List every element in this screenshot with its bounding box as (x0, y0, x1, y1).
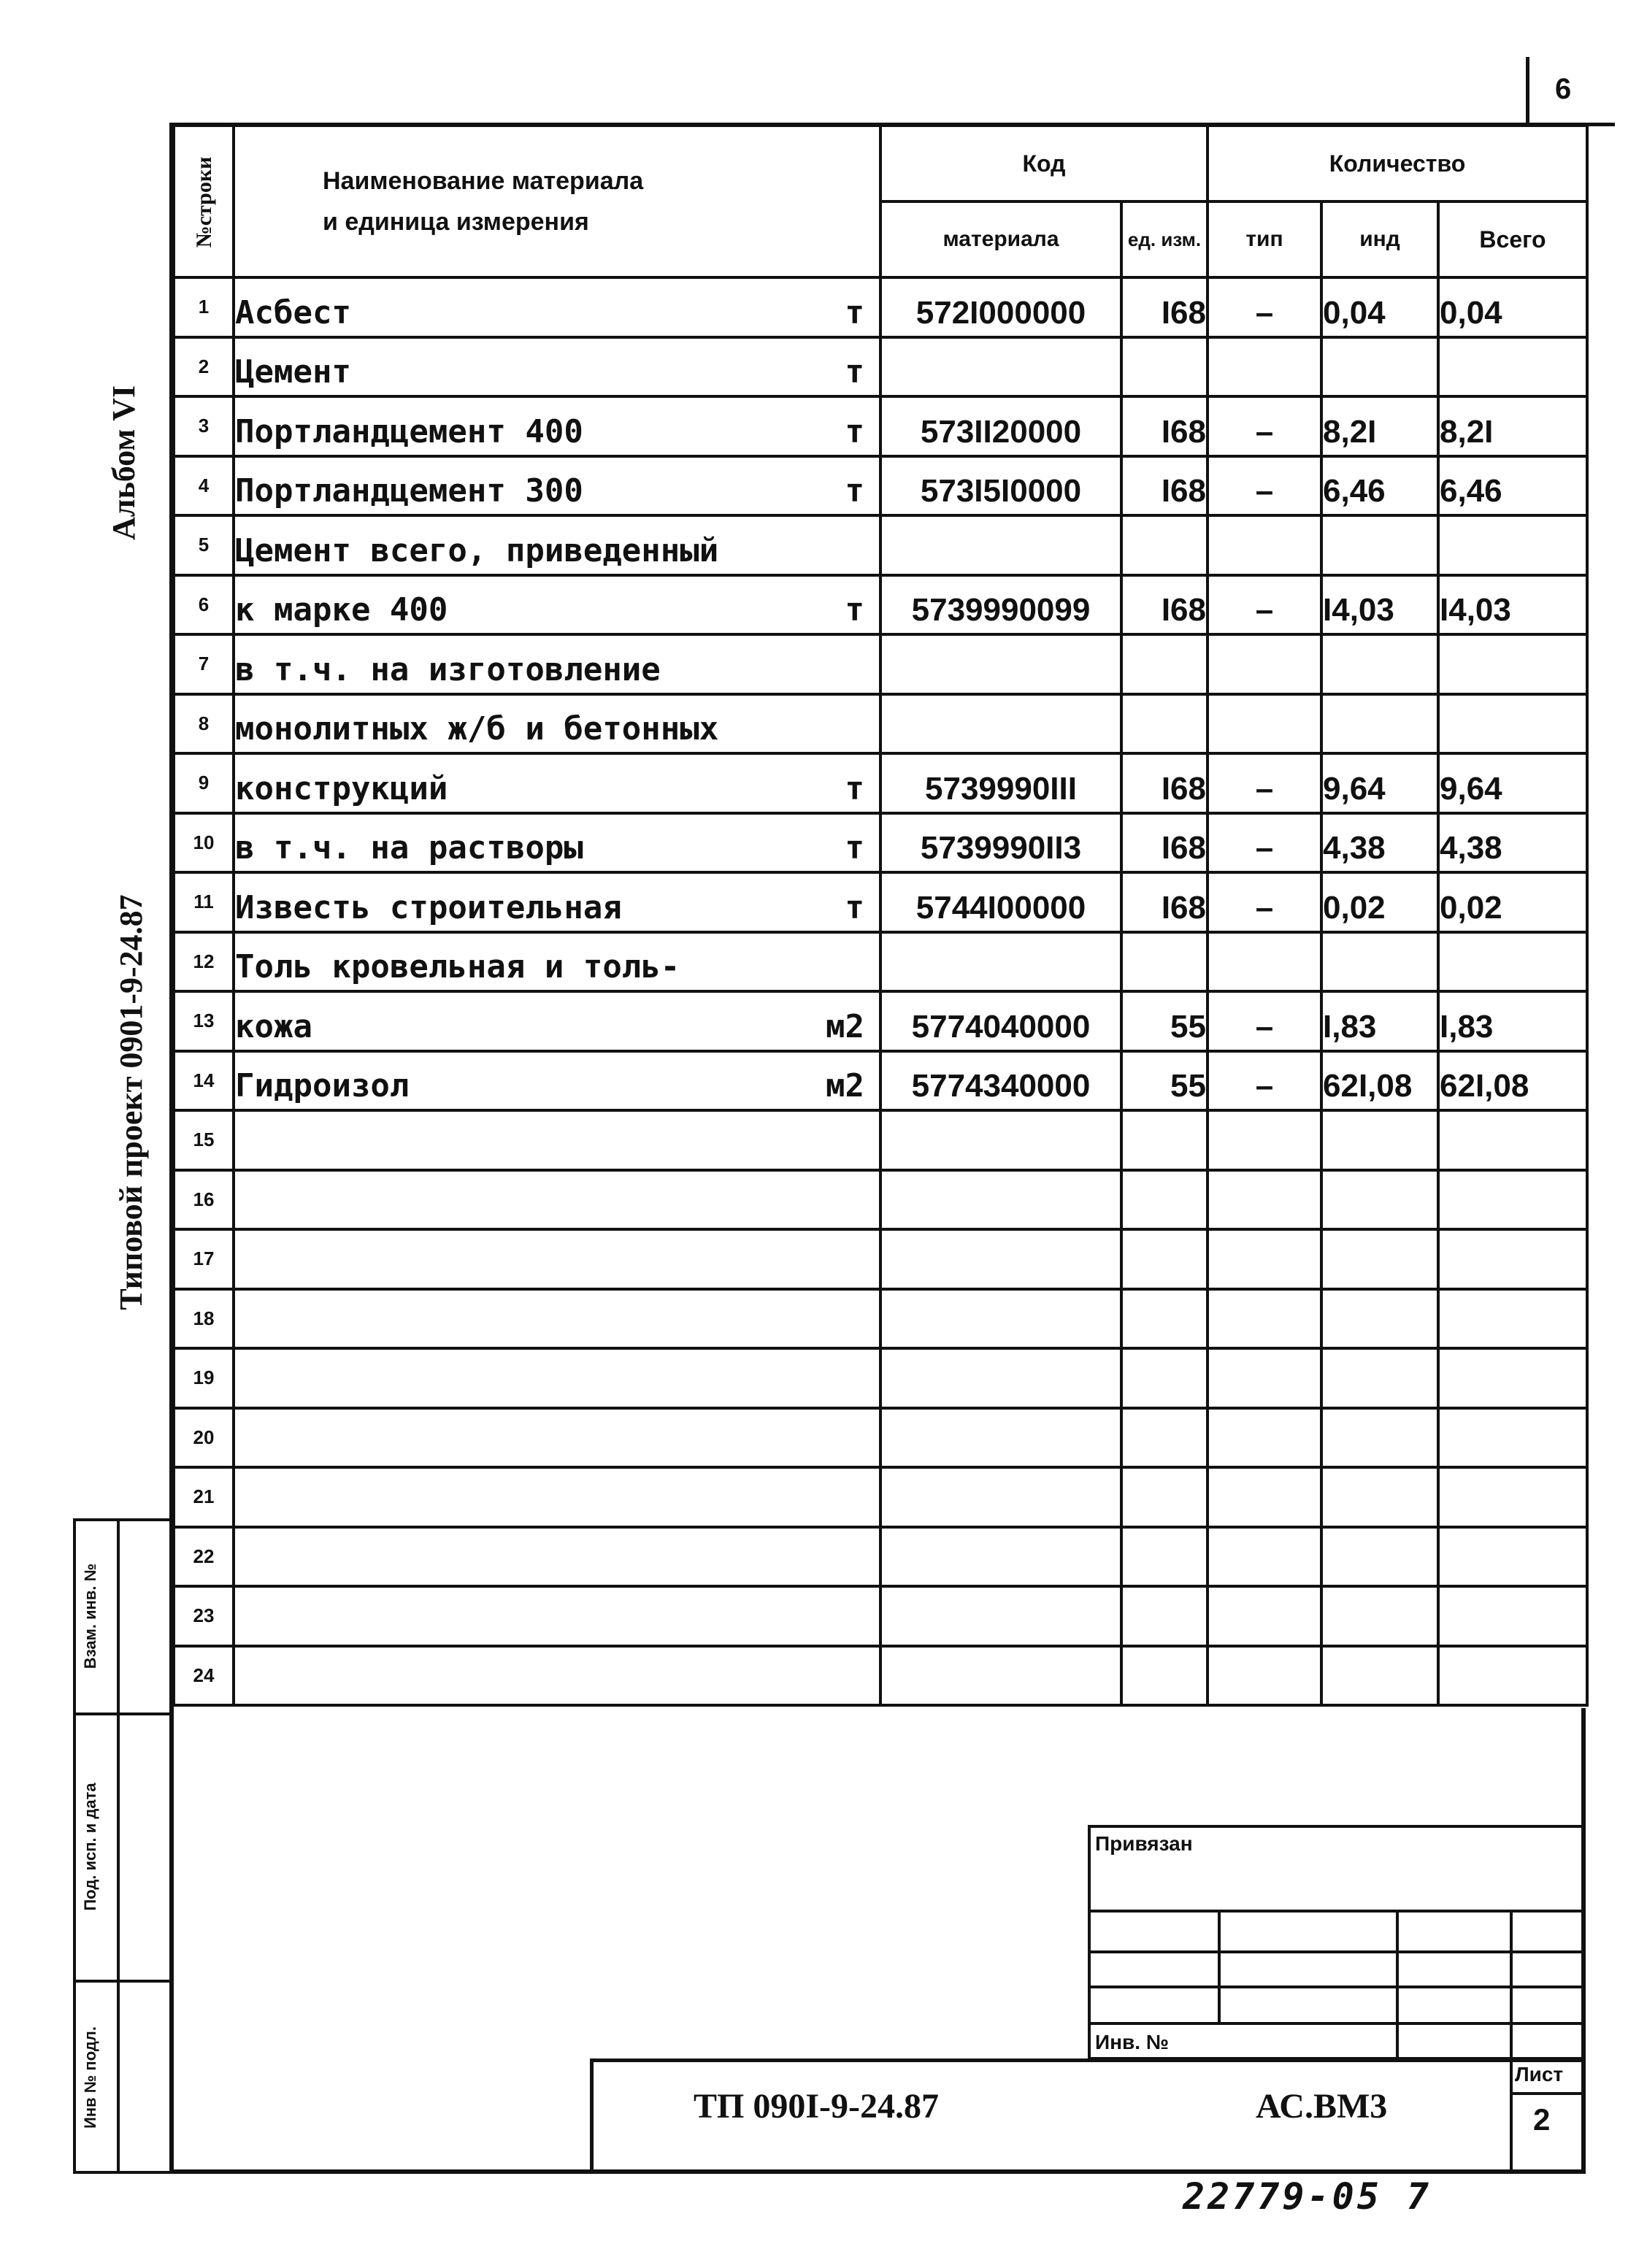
tied-label: Привязан (1095, 1832, 1193, 1855)
material-unit: т (845, 353, 864, 391)
row-number: 20 (174, 1408, 234, 1468)
table-row (174, 1170, 1587, 1230)
material-name: Известь строительная (235, 888, 622, 926)
material-unit: т (845, 829, 864, 866)
row-number: 19 (174, 1348, 234, 1408)
material-name-cell (234, 1051, 880, 1111)
material-name: Гидроизол (235, 1067, 410, 1104)
qty-ind (1321, 337, 1438, 397)
left-stamp-vzam (73, 1518, 174, 1715)
material-code: 5739990II3 (880, 813, 1121, 873)
material-name-cell (234, 1289, 880, 1349)
material-name: кожа (235, 1007, 312, 1045)
qty-total: 6,46 (1438, 456, 1587, 516)
row-number: 21 (174, 1467, 234, 1527)
album-caption: Альбом VI (106, 385, 142, 540)
qty-ind (1321, 1229, 1438, 1289)
material-name-cell (234, 337, 880, 397)
material-code (880, 1348, 1121, 1408)
row-number: 10 (174, 813, 234, 873)
qty-total (1438, 1170, 1587, 1230)
row-number: 8 (174, 694, 234, 754)
table-row (174, 753, 1587, 813)
material-name-cell (234, 1229, 880, 1289)
material-name-cell (234, 1170, 880, 1230)
qty-ind (1321, 1348, 1438, 1408)
qty-ind (1321, 694, 1438, 754)
archive-number: 22779-05 7 (1183, 2175, 1432, 2218)
material-name-cell (234, 872, 880, 932)
qty-ind (1321, 1289, 1438, 1349)
qty-ind (1321, 1408, 1438, 1468)
qty-type (1208, 1170, 1321, 1230)
qty-type: – (1208, 575, 1321, 635)
row-number: 2 (174, 337, 234, 397)
tie-col-line (1218, 1910, 1221, 2023)
table-row (174, 1229, 1587, 1289)
qty-type (1208, 1408, 1321, 1468)
page-number-divider (1526, 57, 1529, 124)
material-code: 5744I00000 (880, 872, 1121, 932)
tie-col-line (1396, 1910, 1399, 2060)
qty-ind (1321, 634, 1438, 694)
qty-total (1438, 1110, 1587, 1170)
unit-code: I68 (1121, 813, 1208, 873)
row-number: 15 (174, 1110, 234, 1170)
qty-total (1438, 1467, 1587, 1527)
table-row (174, 1110, 1587, 1170)
unit-code (1121, 1527, 1208, 1587)
material-code (880, 1646, 1121, 1706)
qty-type (1208, 1229, 1321, 1289)
material-code: 5774040000 (880, 991, 1121, 1051)
table-row (174, 634, 1587, 694)
qty-total (1438, 1348, 1587, 1408)
material-unit: м2 (826, 1067, 864, 1104)
qty-ind: I4,03 (1321, 575, 1438, 635)
qty-total (1438, 1408, 1587, 1468)
qty-type (1208, 1586, 1321, 1646)
qty-total (1438, 1586, 1587, 1646)
qty-total (1438, 337, 1587, 397)
page-number: 6 (1555, 73, 1572, 105)
material-code (880, 337, 1121, 397)
material-name-cell (234, 932, 880, 992)
materials-table (172, 124, 1589, 1707)
table-row (174, 337, 1587, 397)
material-unit: т (845, 472, 864, 510)
left-stamp-divider (117, 1518, 120, 2174)
material-name: Асбест (235, 293, 351, 331)
row-number: 7 (174, 634, 234, 694)
qty-type (1208, 1646, 1321, 1706)
qty-type (1208, 1527, 1321, 1587)
qty-ind (1321, 1646, 1438, 1706)
left-stamp-inv-podl (73, 1980, 174, 2174)
qty-type (1208, 932, 1321, 992)
material-code (880, 1586, 1121, 1646)
qty-ind (1321, 1586, 1438, 1646)
qty-ind (1321, 1170, 1438, 1230)
row-number: 1 (174, 277, 234, 337)
header-quantity-group: Количество (1208, 126, 1587, 201)
material-code (880, 1110, 1121, 1170)
row-number: 11 (174, 872, 234, 932)
material-name: Толь кровельная и толь- (235, 948, 680, 985)
qty-ind: 62I,08 (1321, 1051, 1438, 1111)
material-code: 5739990099 (880, 575, 1121, 635)
row-number: 17 (174, 1229, 234, 1289)
table-row (174, 1051, 1587, 1111)
table-row (174, 813, 1587, 873)
table-row (174, 1289, 1587, 1349)
table-row (174, 456, 1587, 516)
material-unit: м2 (826, 1007, 864, 1045)
qty-type (1208, 515, 1321, 575)
material-code: 5774340000 (880, 1051, 1121, 1111)
material-name-cell (234, 456, 880, 516)
inv-number-label: Инв. № (1095, 2031, 1170, 2053)
podpis-label: Под. исп. и дата (81, 1783, 99, 1911)
material-code: 572I000000 (880, 277, 1121, 337)
table-row (174, 1467, 1587, 1527)
material-name: Портландцемент 400 (235, 412, 583, 450)
project-caption: Типовой проект 0901-9-24.87 (113, 894, 149, 1310)
qty-type: – (1208, 277, 1321, 337)
material-name-cell (234, 1646, 880, 1706)
material-name-cell (234, 396, 880, 456)
drawing-mark: АС.ВМ3 (1256, 2087, 1388, 2126)
vzam-label: Взам. инв. № (81, 1563, 99, 1669)
qty-ind: I,83 (1321, 991, 1438, 1051)
material-code: 573I5I0000 (880, 456, 1121, 516)
unit-code: I68 (1121, 277, 1208, 337)
unit-code (1121, 1289, 1208, 1349)
material-name-cell (234, 694, 880, 754)
qty-total (1438, 1229, 1587, 1289)
material-code (880, 634, 1121, 694)
qty-total (1438, 515, 1587, 575)
qty-ind: 8,2I (1321, 396, 1438, 456)
header-row-number-text: №строки (192, 156, 216, 248)
material-code (880, 1289, 1121, 1349)
frame-bottom-line (172, 2169, 1586, 2174)
row-number: 22 (174, 1527, 234, 1587)
qty-ind (1321, 932, 1438, 992)
material-name-cell (234, 1527, 880, 1587)
sheet-divider (1510, 2092, 1586, 2095)
unit-code: I68 (1121, 396, 1208, 456)
row-number: 14 (174, 1051, 234, 1111)
header-row-number (174, 126, 234, 277)
row-number: 5 (174, 515, 234, 575)
qty-ind: 9,64 (1321, 753, 1438, 813)
header-qty-ind: инд (1321, 201, 1438, 277)
header-qty-type: тип (1208, 201, 1321, 277)
material-unit: т (845, 888, 864, 926)
table-row (174, 872, 1587, 932)
material-name: Цемент (235, 353, 351, 391)
unit-code (1121, 1170, 1208, 1230)
material-name-cell (234, 515, 880, 575)
qty-type: – (1208, 991, 1321, 1051)
sheet-label: Лист (1515, 2063, 1564, 2086)
unit-code (1121, 1229, 1208, 1289)
qty-total (1438, 1289, 1587, 1349)
unit-code: I68 (1121, 575, 1208, 635)
material-name-cell (234, 1348, 880, 1408)
material-code: 5739990III (880, 753, 1121, 813)
table-row (174, 1408, 1587, 1468)
unit-code (1121, 932, 1208, 992)
qty-ind: 6,46 (1321, 456, 1438, 516)
qty-total (1438, 932, 1587, 992)
table-row (174, 515, 1587, 575)
row-number: 24 (174, 1646, 234, 1706)
material-name-cell (234, 813, 880, 873)
unit-code: 55 (1121, 991, 1208, 1051)
material-code: 573II20000 (880, 396, 1121, 456)
row-number: 13 (174, 991, 234, 1051)
material-name-cell (234, 1586, 880, 1646)
material-unit: т (845, 769, 864, 807)
unit-code (1121, 694, 1208, 754)
header-code-material: материала (880, 201, 1121, 277)
frame-top-extension (1586, 123, 1615, 126)
row-number: 3 (174, 396, 234, 456)
row-number: 12 (174, 932, 234, 992)
material-name-cell (234, 991, 880, 1051)
material-name: монолитных ж/б и бетонных (235, 710, 719, 747)
qty-ind (1321, 515, 1438, 575)
header-code-group: Код (880, 126, 1208, 201)
table-row (174, 1527, 1587, 1587)
material-name-cell (234, 1467, 880, 1527)
sheet-number: 2 (1533, 2102, 1551, 2137)
unit-code (1121, 515, 1208, 575)
unit-code (1121, 634, 1208, 694)
material-unit: т (845, 412, 864, 450)
material-name: конструкций (235, 769, 448, 807)
table-row (174, 694, 1587, 754)
qty-ind: 0,02 (1321, 872, 1438, 932)
qty-ind (1321, 1467, 1438, 1527)
qty-ind: 4,38 (1321, 813, 1438, 873)
qty-total (1438, 634, 1587, 694)
material-code (880, 1229, 1121, 1289)
tie-col-line (1510, 1910, 1513, 2060)
table-row (174, 277, 1587, 337)
table-row (174, 1646, 1587, 1706)
qty-total: 62I,08 (1438, 1051, 1587, 1111)
material-code (880, 515, 1121, 575)
qty-total: I,83 (1438, 991, 1587, 1051)
qty-total: 4,38 (1438, 813, 1587, 873)
unit-code (1121, 1467, 1208, 1527)
unit-code: 55 (1121, 1051, 1208, 1111)
material-code (880, 1527, 1121, 1587)
row-number: 6 (174, 575, 234, 635)
material-name-cell (234, 277, 880, 337)
qty-type (1208, 1289, 1321, 1349)
material-name-cell (234, 1110, 880, 1170)
material-code (880, 1170, 1121, 1230)
qty-total (1438, 694, 1587, 754)
qty-type: – (1208, 872, 1321, 932)
qty-total: 9,64 (1438, 753, 1587, 813)
qty-ind: 0,04 (1321, 277, 1438, 337)
qty-type (1208, 634, 1321, 694)
table-row (174, 1586, 1587, 1646)
material-name-cell (234, 575, 880, 635)
row-number: 18 (174, 1289, 234, 1349)
unit-code (1121, 337, 1208, 397)
material-name: Портландцемент 300 (235, 472, 583, 510)
qty-total: 0,04 (1438, 277, 1587, 337)
qty-ind (1321, 1527, 1438, 1587)
material-code (880, 1467, 1121, 1527)
table-row (174, 1348, 1587, 1408)
unit-code: I68 (1121, 872, 1208, 932)
material-code (880, 1408, 1121, 1468)
qty-total (1438, 1646, 1587, 1706)
material-name: в т.ч. на изготовление (235, 650, 661, 688)
inv-podl-label: Инв № подл. (81, 2026, 99, 2129)
header-qty-total: Всего (1438, 201, 1587, 277)
material-name: в т.ч. на растворы (235, 829, 583, 866)
unit-code (1121, 1646, 1208, 1706)
row-number: 23 (174, 1586, 234, 1646)
header-code-unit: ед. изм. (1121, 201, 1208, 277)
table-row (174, 991, 1587, 1051)
qty-type: – (1208, 1051, 1321, 1111)
qty-total: 0,02 (1438, 872, 1587, 932)
qty-type (1208, 694, 1321, 754)
unit-code (1121, 1110, 1208, 1170)
qty-type: – (1208, 813, 1321, 873)
qty-total (1438, 1527, 1587, 1587)
qty-type (1208, 1348, 1321, 1408)
table-row (174, 396, 1587, 456)
unit-code: I68 (1121, 456, 1208, 516)
qty-total: 8,2I (1438, 396, 1587, 456)
material-unit: т (845, 591, 864, 628)
qty-ind (1321, 1110, 1438, 1170)
qty-type (1208, 337, 1321, 397)
row-number: 9 (174, 753, 234, 813)
unit-code: I68 (1121, 753, 1208, 813)
material-name-cell (234, 753, 880, 813)
table-row (174, 575, 1587, 635)
left-stamp-podpis (73, 1712, 174, 1983)
material-name: Цемент всего, приведенный (235, 531, 719, 569)
unit-code (1121, 1348, 1208, 1408)
material-name-cell (234, 634, 880, 694)
qty-type: – (1208, 396, 1321, 456)
material-unit: т (845, 293, 864, 331)
qty-type: – (1208, 753, 1321, 813)
unit-code (1121, 1408, 1208, 1468)
material-code (880, 694, 1121, 754)
qty-type: – (1208, 456, 1321, 516)
material-name-cell (234, 1408, 880, 1468)
table-row (174, 932, 1587, 992)
qty-total: I4,03 (1438, 575, 1587, 635)
row-number: 4 (174, 456, 234, 516)
qty-type (1208, 1467, 1321, 1527)
document-code: ТП 090I-9-24.87 (694, 2087, 939, 2126)
header-material-name: Наименование материала и единица измерения (234, 126, 880, 277)
unit-code (1121, 1586, 1208, 1646)
row-number: 16 (174, 1170, 234, 1230)
material-code (880, 932, 1121, 992)
qty-type (1208, 1110, 1321, 1170)
material-name: к марке 400 (235, 591, 448, 628)
